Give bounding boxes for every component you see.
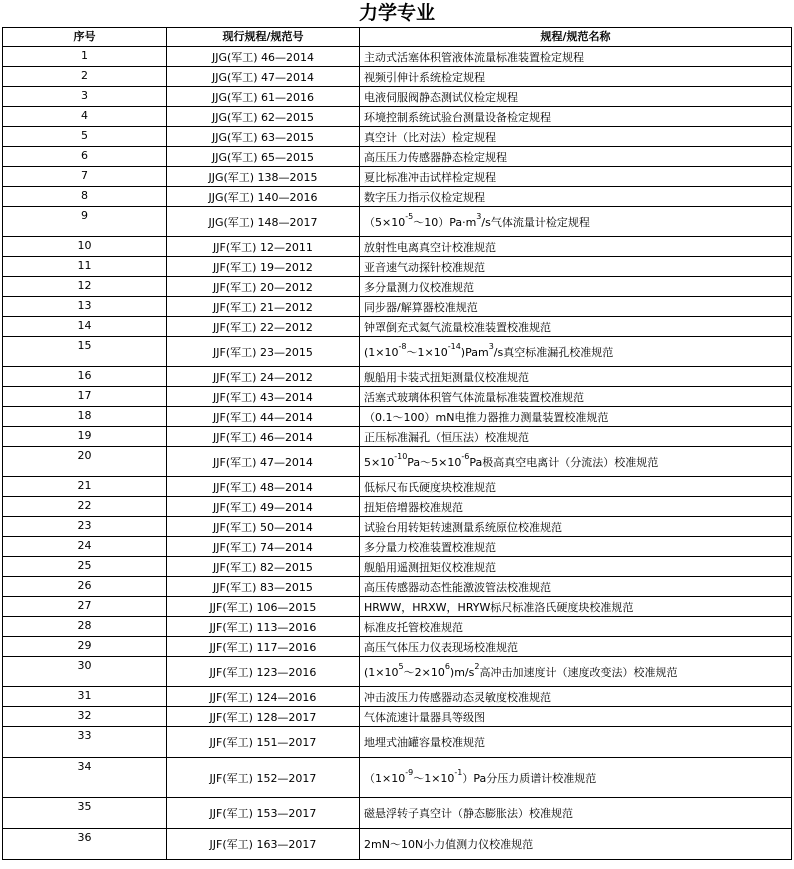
row-code: JJF(军工) 153—2017 bbox=[167, 798, 360, 829]
row-index: 21 bbox=[3, 477, 167, 497]
table-row bbox=[3, 367, 792, 387]
row-name: 活塞式玻璃体积管气体流量标准装置校准规范 bbox=[360, 387, 792, 407]
row-name: 高压压力传感器静态检定规程 bbox=[360, 147, 792, 167]
header-index: 序号 bbox=[3, 28, 167, 47]
row-index: 11 bbox=[3, 257, 167, 277]
row-name bbox=[360, 657, 792, 687]
table-row bbox=[3, 517, 792, 537]
table-row bbox=[3, 537, 792, 557]
row-name: 同步器/解算器校准规范 bbox=[360, 297, 792, 317]
table-header-row bbox=[3, 28, 792, 47]
row-code: JJG(军工) 140—2016 bbox=[167, 187, 360, 207]
row-index: 36 bbox=[3, 829, 167, 860]
table-row bbox=[3, 707, 792, 727]
row-name: 放射性电离真空计校准规范 bbox=[360, 237, 792, 257]
row-index: 26 bbox=[3, 577, 167, 597]
name-text: Pa～5×10 bbox=[407, 455, 462, 469]
row-code: JJF(军工) 44—2014 bbox=[167, 407, 360, 427]
row-code: JJG(军工) 138—2015 bbox=[167, 167, 360, 187]
name-text: )Pam bbox=[460, 345, 489, 359]
table-body bbox=[3, 47, 792, 860]
table-row bbox=[3, 427, 792, 447]
row-index: 7 bbox=[3, 167, 167, 187]
row-code: JJF(军工) 19—2012 bbox=[167, 257, 360, 277]
row-index: 33 bbox=[3, 727, 167, 758]
table-row bbox=[3, 407, 792, 427]
row-name bbox=[360, 758, 792, 798]
table-row bbox=[3, 257, 792, 277]
row-index: 28 bbox=[3, 617, 167, 637]
table-row bbox=[3, 657, 792, 687]
superscript: 5 bbox=[398, 661, 404, 671]
name-text: ～1×10 bbox=[413, 771, 455, 785]
name-text: Pa极高真空电离计（分流法）校准规范 bbox=[469, 455, 659, 469]
superscript: -6 bbox=[461, 451, 470, 461]
row-name: 亚音速气动探针校准规范 bbox=[360, 257, 792, 277]
table-row bbox=[3, 387, 792, 407]
name-text: ～1×10 bbox=[406, 345, 448, 359]
row-code: JJF(军工) 163—2017 bbox=[167, 829, 360, 860]
row-name: 多分量力校准装置校准规范 bbox=[360, 537, 792, 557]
row-index: 30 bbox=[3, 657, 167, 687]
header-code: 现行规程/规范号 bbox=[167, 28, 360, 47]
row-code: JJF(军工) 151—2017 bbox=[167, 727, 360, 758]
table-row bbox=[3, 317, 792, 337]
row-index: 34 bbox=[3, 758, 167, 798]
row-name: 标准皮托管校准规范 bbox=[360, 617, 792, 637]
row-name: 地埋式油罐容量校准规范 bbox=[360, 727, 792, 758]
table-row bbox=[3, 107, 792, 127]
row-index: 5 bbox=[3, 127, 167, 147]
row-name: 主动式活塞体积管液体流量标准装置检定规程 bbox=[360, 47, 792, 67]
row-index: 2 bbox=[3, 67, 167, 87]
name-text: ～10）Pa·m bbox=[413, 215, 477, 229]
row-name: 冲击波压力传感器动态灵敏度校准规范 bbox=[360, 687, 792, 707]
row-name: 舰船用遥测扭矩仪校准规范 bbox=[360, 557, 792, 577]
superscript: -8 bbox=[398, 341, 407, 351]
row-code: JJF(军工) 24—2012 bbox=[167, 367, 360, 387]
row-code: JJG(军工) 148—2017 bbox=[167, 207, 360, 237]
row-index: 20 bbox=[3, 447, 167, 477]
row-index: 22 bbox=[3, 497, 167, 517]
row-index: 6 bbox=[3, 147, 167, 167]
row-index: 15 bbox=[3, 337, 167, 367]
row-name: HRWW，HRXW，HRYW标尺标准洛氏硬度块校准规范 bbox=[360, 597, 792, 617]
row-code: JJF(军工) 46—2014 bbox=[167, 427, 360, 447]
row-code: JJF(军工) 152—2017 bbox=[167, 758, 360, 798]
row-index: 14 bbox=[3, 317, 167, 337]
standards-table bbox=[2, 27, 792, 860]
row-index: 17 bbox=[3, 387, 167, 407]
superscript: -5 bbox=[405, 211, 414, 221]
row-code: JJF(军工) 20—2012 bbox=[167, 277, 360, 297]
row-name bbox=[360, 447, 792, 477]
row-code: JJF(军工) 49—2014 bbox=[167, 497, 360, 517]
row-index: 4 bbox=[3, 107, 167, 127]
superscript: -9 bbox=[405, 767, 414, 777]
row-name: 视频引伸计系统检定规程 bbox=[360, 67, 792, 87]
row-index: 8 bbox=[3, 187, 167, 207]
row-code: JJF(军工) 74—2014 bbox=[167, 537, 360, 557]
row-name: 试验台用转矩转速测量系统原位校准规范 bbox=[360, 517, 792, 537]
row-name: 真空计（比对法）检定规程 bbox=[360, 127, 792, 147]
table-row bbox=[3, 47, 792, 67]
row-name: 低标尺布氏硬度块校准规范 bbox=[360, 477, 792, 497]
table-row bbox=[3, 798, 792, 829]
row-name bbox=[360, 337, 792, 367]
table-row bbox=[3, 207, 792, 237]
row-code: JJF(军工) 124—2016 bbox=[167, 687, 360, 707]
table-row bbox=[3, 829, 792, 860]
table-row bbox=[3, 167, 792, 187]
row-name: 高压气体压力仪表现场校准规范 bbox=[360, 637, 792, 657]
table-row bbox=[3, 597, 792, 617]
table-row bbox=[3, 187, 792, 207]
name-text: 5×10 bbox=[364, 455, 395, 469]
row-index: 32 bbox=[3, 707, 167, 727]
table-row bbox=[3, 87, 792, 107]
row-code: JJF(军工) 12—2011 bbox=[167, 237, 360, 257]
row-code: JJF(军工) 117—2016 bbox=[167, 637, 360, 657]
name-text: /s真空标准漏孔校准规范 bbox=[493, 345, 614, 359]
table-row bbox=[3, 237, 792, 257]
row-code: JJF(军工) 21—2012 bbox=[167, 297, 360, 317]
header-name: 规程/规范名称 bbox=[360, 28, 792, 47]
row-code: JJF(军工) 47—2014 bbox=[167, 447, 360, 477]
row-code: JJF(军工) 106—2015 bbox=[167, 597, 360, 617]
row-name: 电液伺服阀静态测试仪检定规程 bbox=[360, 87, 792, 107]
row-index: 9 bbox=[3, 207, 167, 237]
row-code: JJG(军工) 47—2014 bbox=[167, 67, 360, 87]
row-code: JJF(军工) 113—2016 bbox=[167, 617, 360, 637]
name-text: 高冲击加速度计（速度改变法）校准规范 bbox=[479, 665, 678, 679]
row-index: 29 bbox=[3, 637, 167, 657]
row-code: JJG(军工) 63—2015 bbox=[167, 127, 360, 147]
row-index: 31 bbox=[3, 687, 167, 707]
row-index: 23 bbox=[3, 517, 167, 537]
row-code: JJF(军工) 43—2014 bbox=[167, 387, 360, 407]
row-name: 磁悬浮转子真空计（静态膨胀法）校准规范 bbox=[360, 798, 792, 829]
table-row bbox=[3, 127, 792, 147]
row-code: JJG(军工) 62—2015 bbox=[167, 107, 360, 127]
table-row bbox=[3, 557, 792, 577]
row-name: （0.1～100）mN电推力器推力测量装置校准规范 bbox=[360, 407, 792, 427]
row-name: 气体流速计量器具等级图 bbox=[360, 707, 792, 727]
row-name: 多分量测力仪校准规范 bbox=[360, 277, 792, 297]
row-index: 10 bbox=[3, 237, 167, 257]
row-code: JJG(军工) 65—2015 bbox=[167, 147, 360, 167]
row-code: JJF(军工) 50—2014 bbox=[167, 517, 360, 537]
row-index: 27 bbox=[3, 597, 167, 617]
row-name: 扭矩倍增器校准规范 bbox=[360, 497, 792, 517]
page-title: 力学专业 bbox=[358, 2, 435, 24]
table-row bbox=[3, 577, 792, 597]
row-name: 高压传感器动态性能激波管法校准规范 bbox=[360, 577, 792, 597]
row-code: JJF(军工) 22—2012 bbox=[167, 317, 360, 337]
name-text: （1×10 bbox=[364, 771, 406, 785]
name-text: (1×10 bbox=[364, 345, 399, 359]
table-row bbox=[3, 297, 792, 317]
row-name: 数字压力指示仪检定规程 bbox=[360, 187, 792, 207]
superscript: -1 bbox=[454, 767, 463, 777]
row-index: 13 bbox=[3, 297, 167, 317]
table-row bbox=[3, 758, 792, 798]
row-code: JJF(军工) 48—2014 bbox=[167, 477, 360, 497]
row-index: 18 bbox=[3, 407, 167, 427]
superscript: 3 bbox=[488, 341, 494, 351]
superscript: 6 bbox=[444, 661, 450, 671]
row-index: 16 bbox=[3, 367, 167, 387]
row-code: JJF(军工) 128—2017 bbox=[167, 707, 360, 727]
name-text: )m/s bbox=[449, 665, 475, 679]
row-name: 环境控制系统试验台测量设备检定规程 bbox=[360, 107, 792, 127]
name-text: ）Pa分压力质谱计校准规范 bbox=[462, 771, 597, 785]
row-name: 正压标准漏孔（恒压法）校准规范 bbox=[360, 427, 792, 447]
row-index: 24 bbox=[3, 537, 167, 557]
row-code: JJF(军工) 82—2015 bbox=[167, 557, 360, 577]
name-text: /s气体流量计检定规程 bbox=[481, 215, 590, 229]
row-index: 35 bbox=[3, 798, 167, 829]
table-row bbox=[3, 687, 792, 707]
superscript: -14 bbox=[447, 341, 461, 351]
row-index: 1 bbox=[3, 47, 167, 67]
table-row bbox=[3, 447, 792, 477]
row-index: 19 bbox=[3, 427, 167, 447]
table-row bbox=[3, 67, 792, 87]
row-name: 2mN～10N小力值测力仪校准规范 bbox=[360, 829, 792, 860]
superscript: 3 bbox=[476, 211, 482, 221]
row-index: 25 bbox=[3, 557, 167, 577]
superscript: -10 bbox=[394, 451, 408, 461]
row-code: JJG(军工) 61—2016 bbox=[167, 87, 360, 107]
row-name: 舰船用卡装式扭矩测量仪校准规范 bbox=[360, 367, 792, 387]
row-index: 12 bbox=[3, 277, 167, 297]
row-code: JJF(军工) 23—2015 bbox=[167, 337, 360, 367]
table-row bbox=[3, 147, 792, 167]
row-code: JJG(军工) 46—2014 bbox=[167, 47, 360, 67]
table-row bbox=[3, 637, 792, 657]
table-row bbox=[3, 277, 792, 297]
table-row bbox=[3, 727, 792, 758]
table-row bbox=[3, 497, 792, 517]
row-code: JJF(军工) 83—2015 bbox=[167, 577, 360, 597]
row-code: JJF(军工) 123—2016 bbox=[167, 657, 360, 687]
table-row bbox=[3, 477, 792, 497]
name-text: （5×10 bbox=[364, 215, 406, 229]
table-row bbox=[3, 337, 792, 367]
row-name: 钟罩倒充式氦气流量校准装置校准规范 bbox=[360, 317, 792, 337]
name-text: (1×10 bbox=[364, 665, 399, 679]
row-name bbox=[360, 207, 792, 237]
name-text: ～2×10 bbox=[403, 665, 445, 679]
row-name: 夏比标准冲击试样检定规程 bbox=[360, 167, 792, 187]
superscript: 2 bbox=[474, 661, 480, 671]
table-row bbox=[3, 617, 792, 637]
row-index: 3 bbox=[3, 87, 167, 107]
